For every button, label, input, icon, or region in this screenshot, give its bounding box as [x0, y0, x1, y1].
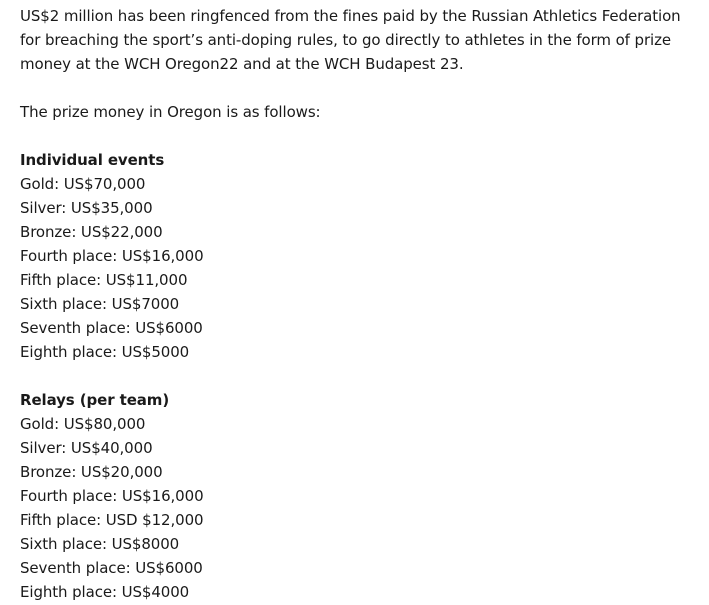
prize-item: Gold: US$80,000: [20, 415, 146, 433]
prize-item: Seventh place: US$6000: [20, 559, 203, 577]
prize-item: Silver: US$40,000: [20, 439, 153, 457]
prize-item: Fifth place: USD $12,000: [20, 511, 204, 529]
prize-item: Fifth place: US$11,000: [20, 271, 188, 289]
prize-item: Bronze: US$20,000: [20, 463, 163, 481]
lead-paragraph: The prize money in Oregon is as follows:: [20, 103, 321, 121]
prize-list-relays: [20, 412, 680, 604]
prize-item: Seventh place: US$6000: [20, 319, 203, 337]
individual-events-section: [20, 148, 680, 364]
section-title: Individual events: [20, 151, 165, 169]
section-title: Relays (per team): [20, 391, 170, 409]
prize-item: Bronze: US$22,000: [20, 223, 163, 241]
prize-item: Silver: US$35,000: [20, 199, 153, 217]
prize-item: Fourth place: US$16,000: [20, 247, 204, 265]
intro-paragraph: US$2 million has been ringfenced from the fines paid by the Russian Athletics Federation for breaching the sport’s anti-doping rules, to go directly to athletes in the form of prize money at the WCH Oregon22 and at the WCH Budapest 23.: [20, 7, 681, 73]
relays-section: [20, 388, 680, 604]
prize-item: Sixth place: US$8000: [20, 535, 180, 553]
prize-item: Fourth place: US$16,000: [20, 487, 204, 505]
prize-item: Eighth place: US$4000: [20, 583, 190, 601]
prize-list-individual: [20, 172, 680, 364]
prize-item: Eighth place: US$5000: [20, 343, 190, 361]
prize-item: Sixth place: US$7000: [20, 295, 180, 313]
prize-item: Gold: US$70,000: [20, 175, 146, 193]
